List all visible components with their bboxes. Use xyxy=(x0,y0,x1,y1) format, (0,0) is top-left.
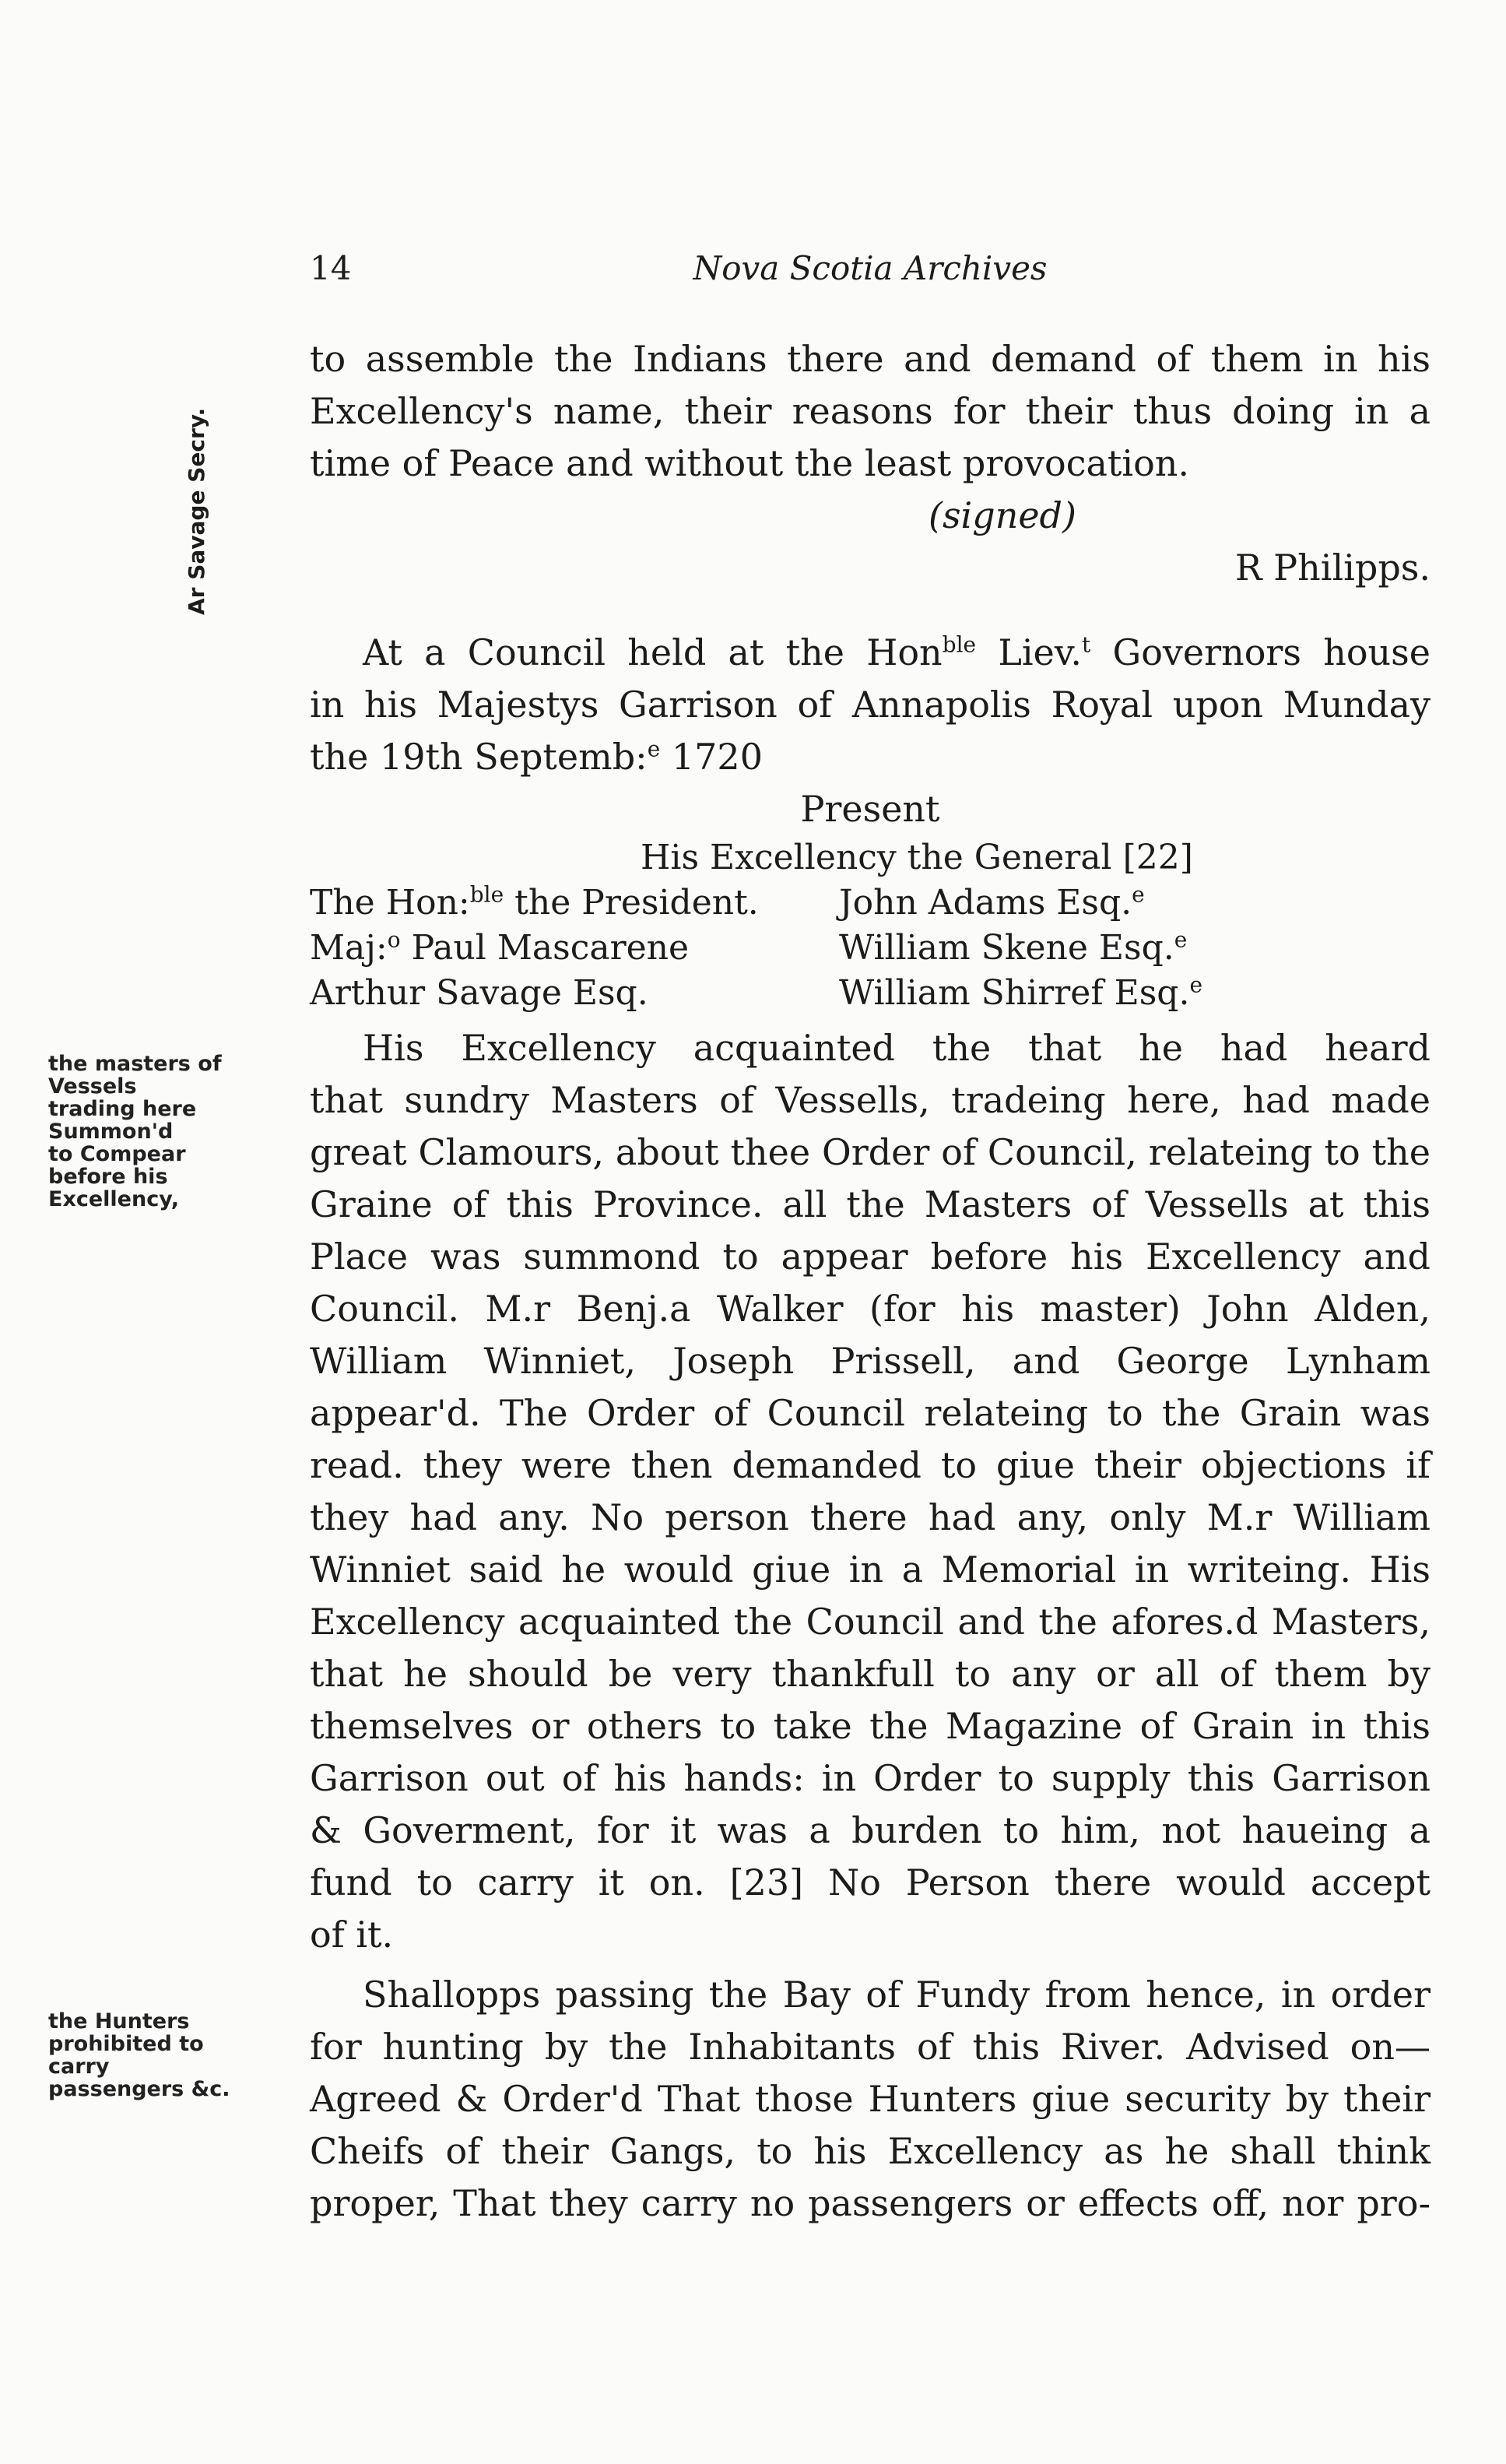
text-line: great Clamours, about thee Order of Council, relateing to the xyxy=(310,1131,1431,1173)
text-segment: John Adams Esq. xyxy=(839,883,1132,923)
council-intro xyxy=(310,627,1431,783)
text-line: & Goverment, for it was a burden to him, not haueing a xyxy=(310,1809,1431,1851)
present-right xyxy=(839,926,1431,971)
margin-note-line: Excellency, xyxy=(48,1187,179,1211)
text-line xyxy=(310,731,1431,783)
text-line: Council. M.r Benj.a Walker (for his master) John Alden, xyxy=(310,1288,1431,1330)
text-line: Garrison out of his hands: in Order to supply this Garrison xyxy=(310,1757,1431,1799)
margin-note-line: trading here xyxy=(48,1097,197,1121)
page-number: 14 xyxy=(310,249,352,287)
superscript: e xyxy=(647,736,661,762)
text-segment: Governors house xyxy=(1090,631,1431,673)
text-segment: The Hon: xyxy=(310,883,470,923)
text-line: read. they were then demanded to giue their objections if xyxy=(310,1444,1431,1486)
text-line: William Winniet, Joseph Prissell, and George Lynham xyxy=(310,1340,1431,1382)
paragraph-hunters xyxy=(310,1969,1431,2230)
text-segment: Liev. xyxy=(976,631,1082,673)
present-right xyxy=(839,881,1431,926)
text-line: Excellency's name, their reasons for their thus doing in a xyxy=(310,390,1431,432)
superscript: ble xyxy=(469,881,504,908)
paragraph-masters xyxy=(310,1022,1431,1961)
margin-note-line: Summon'd xyxy=(48,1120,174,1144)
text-line: proper, That they carry no passengers or effects off, nor pro- xyxy=(310,2182,1431,2224)
present-right xyxy=(839,971,1431,1016)
present-his-excellency: His Excellency the General [22] xyxy=(641,838,1193,877)
paragraph-indians xyxy=(310,333,1431,490)
text-segment: William Skene Esq. xyxy=(839,928,1174,968)
present-row xyxy=(310,881,1431,926)
margin-note-line: the masters of xyxy=(48,1052,222,1076)
text-segment: Maj: xyxy=(310,928,388,968)
spacer xyxy=(310,594,1431,627)
superscript: e xyxy=(1132,881,1145,908)
present-heading: Present xyxy=(800,788,940,830)
margin-note-masters xyxy=(48,1053,222,1211)
text-line: Winniet said he would giue in a Memorial in writeing. His xyxy=(310,1548,1431,1591)
text-line: Cheifs of their Gangs, to his Excellency as he shall think xyxy=(310,2130,1431,2172)
text-line: Agreed & Order'd That those Hunters giue security by their xyxy=(310,2078,1431,2120)
text-line: Shallopps passing the Bay of Fundy from hence, in order xyxy=(363,1974,1431,2016)
text-line: that sundry Masters of Vessells, tradeing here, had made xyxy=(310,1079,1431,1121)
text-line: to assemble the Indians there and demand of them in his xyxy=(310,338,1431,380)
present-row xyxy=(310,926,1431,971)
text-line: of it. xyxy=(310,1914,394,1956)
text-line: appear'd. The Order of Council relateing to the Grain was xyxy=(310,1392,1431,1434)
body-text xyxy=(310,333,1431,2230)
text-line xyxy=(310,627,1431,679)
text-line: His Excellency acquainted the that he had heard xyxy=(363,1027,1431,1069)
text-segment: William Shirref Esq. xyxy=(839,973,1190,1013)
superscript: ble xyxy=(942,631,977,658)
margin-note-line: passengers &c. xyxy=(48,2077,230,2101)
text-segment: At a Council held at the Hon xyxy=(363,631,943,673)
text-line: they had any. No person there had any, only M.r William xyxy=(310,1496,1431,1538)
text-line: Graine of this Province. all the Masters of Vessells at this xyxy=(310,1183,1431,1225)
text-line: themselves or others to take the Magazine of Grain in this xyxy=(310,1705,1431,1747)
margin-note-line: to Compear xyxy=(48,1142,186,1166)
text-segment: the President. xyxy=(504,883,759,923)
superscript: e xyxy=(1174,926,1188,953)
text-segment: 1720 xyxy=(660,736,763,778)
margin-note-hunters xyxy=(48,2010,230,2100)
present-left xyxy=(310,971,839,1016)
present-left xyxy=(310,926,839,971)
text-segment: Arthur Savage Esq. xyxy=(310,973,648,1013)
superscript: e xyxy=(1189,972,1203,998)
text-line: for hunting by the Inhabitants of this River. Advised on— xyxy=(310,2026,1431,2068)
margin-note-line: Vessels xyxy=(48,1074,137,1098)
signature-label: (signed) xyxy=(929,494,1076,536)
page-header xyxy=(310,249,1431,296)
running-title: Nova Scotia Archives xyxy=(693,249,1048,287)
text-segment: the 19th Septemb: xyxy=(310,736,648,778)
text-line: time of Peace and without the least provocation. xyxy=(310,442,1190,484)
signature-name: R Philipps. xyxy=(1234,547,1431,589)
margin-note-line: prohibited to xyxy=(48,2032,204,2056)
text-line: fund to carry it on. [23] No Person there would accept xyxy=(310,1861,1431,1903)
margin-note-secretary: Ar Savage Secry. xyxy=(184,407,209,615)
text-segment: Paul Mascarene xyxy=(400,928,690,968)
margin-note-line: before his xyxy=(48,1165,168,1189)
superscript: t xyxy=(1081,631,1091,658)
present-row xyxy=(310,971,1431,1016)
superscript: o xyxy=(387,926,401,953)
text-line: Excellency acquainted the Council and the afores.d Masters, xyxy=(310,1601,1431,1643)
text-line: Place was summond to appear before his Excellency and xyxy=(310,1236,1431,1278)
text-line: that he should be very thankfull to any or all of them by xyxy=(310,1653,1431,1695)
present-left xyxy=(310,881,839,926)
margin-note-line: the Hunters xyxy=(48,2009,190,2033)
margin-note-line: carry xyxy=(48,2055,110,2079)
present-list xyxy=(310,881,1431,1016)
text-line: in his Majestys Garrison of Annapolis Royal upon Munday xyxy=(310,684,1431,726)
